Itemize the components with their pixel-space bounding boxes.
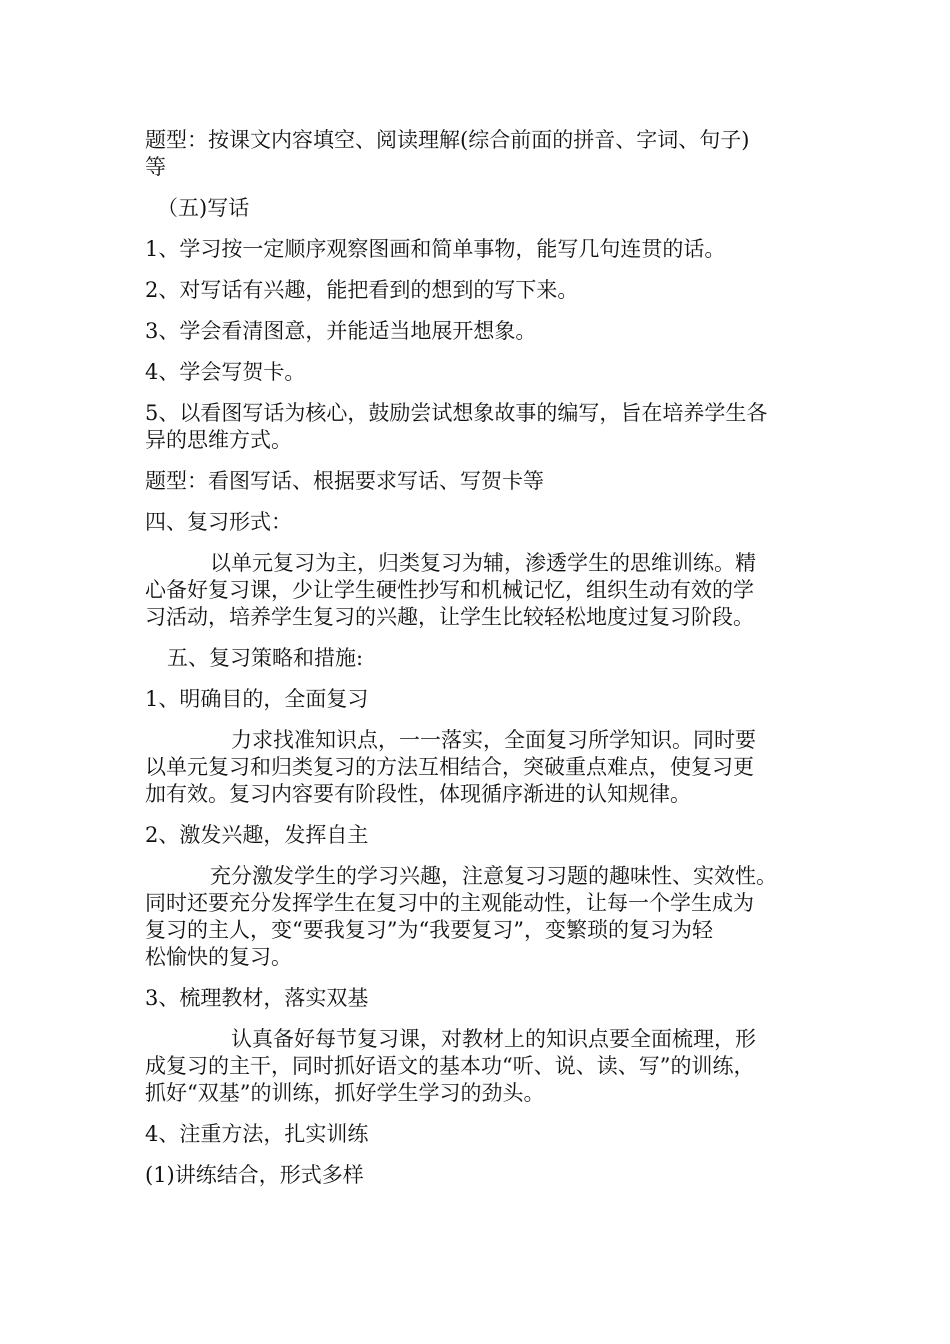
- text-line: 复习的主人，变“要我复习”为“我要复习”，变繁琐的复习为轻: [145, 918, 713, 942]
- subheading: 1、明确目的，全面复习: [145, 687, 369, 711]
- section-heading: 五、复习策略和措施:: [167, 646, 364, 670]
- text-line: 以单元复习和归类复习的方法互相结合，突破重点难点，使复习更: [145, 755, 754, 779]
- text-line: 异的思维方式。: [145, 428, 292, 452]
- text-line: 等: [145, 155, 166, 179]
- subheading: 4、注重方法，扎实训练: [145, 1122, 369, 1146]
- text-line: 4、学会写贺卡。: [145, 360, 306, 384]
- text-line: 题型：看图写话、根据要求写话、写贺卡等: [145, 469, 544, 493]
- text-line: 以单元复习为主，归类复习为辅，渗透学生的思维训练。精: [210, 551, 756, 575]
- section-heading: （五)写话: [157, 196, 250, 220]
- text-line: (1)讲练结合，形式多样: [145, 1163, 364, 1187]
- text-line: 力求找准知识点，一一落实，全面复习所学知识。同时要: [231, 728, 756, 752]
- text-line: 抓好“双基”的训练，抓好学生学习的劲头。: [145, 1081, 545, 1105]
- text-line: 题型：按课文内容填空、阅读理解(综合前面的拼音、字词、句子): [145, 128, 750, 152]
- section-heading: 四、复习形式：: [145, 510, 292, 534]
- text-line: 1、学习按一定顺序观察图画和简单事物，能写几句连贯的话。: [145, 237, 726, 261]
- text-line: 2、对写话有兴趣，能把看到的想到的写下来。: [145, 278, 579, 302]
- text-line: 充分激发学生的学习兴趣，注意复习习题的趣味性、实效性。: [210, 864, 777, 888]
- text-line: 习活动，培养学生复习的兴趣，让学生比较轻松地度过复习阶段。: [145, 605, 754, 629]
- text-line: 认真备好每节复习课，对教材上的知识点要全面梳理，形: [231, 1027, 756, 1051]
- text-line: 成复习的主干，同时抓好语文的基本功“听、说、读、写”的训练，: [145, 1054, 755, 1078]
- text-line: 5、以看图写话为核心，鼓励尝试想象故事的编写，旨在培养学生各: [145, 401, 768, 425]
- text-line: 加有效。复习内容要有阶段性，体现循序渐进的认知规律。: [145, 782, 691, 806]
- text-line: 松愉快的复习。: [145, 945, 292, 969]
- text-line: 3、学会看清图意，并能适当地展开想象。: [145, 319, 537, 343]
- subheading: 3、梳理教材，落实双基: [145, 986, 369, 1010]
- subheading: 2、激发兴趣，发挥自主: [145, 823, 369, 847]
- text-line: 同时还要充分发挥学生在复习中的主观能动性，让每一个学生成为: [145, 891, 754, 915]
- text-line: 心备好复习课，少让学生硬性抄写和机械记忆，组织生动有效的学: [145, 578, 754, 602]
